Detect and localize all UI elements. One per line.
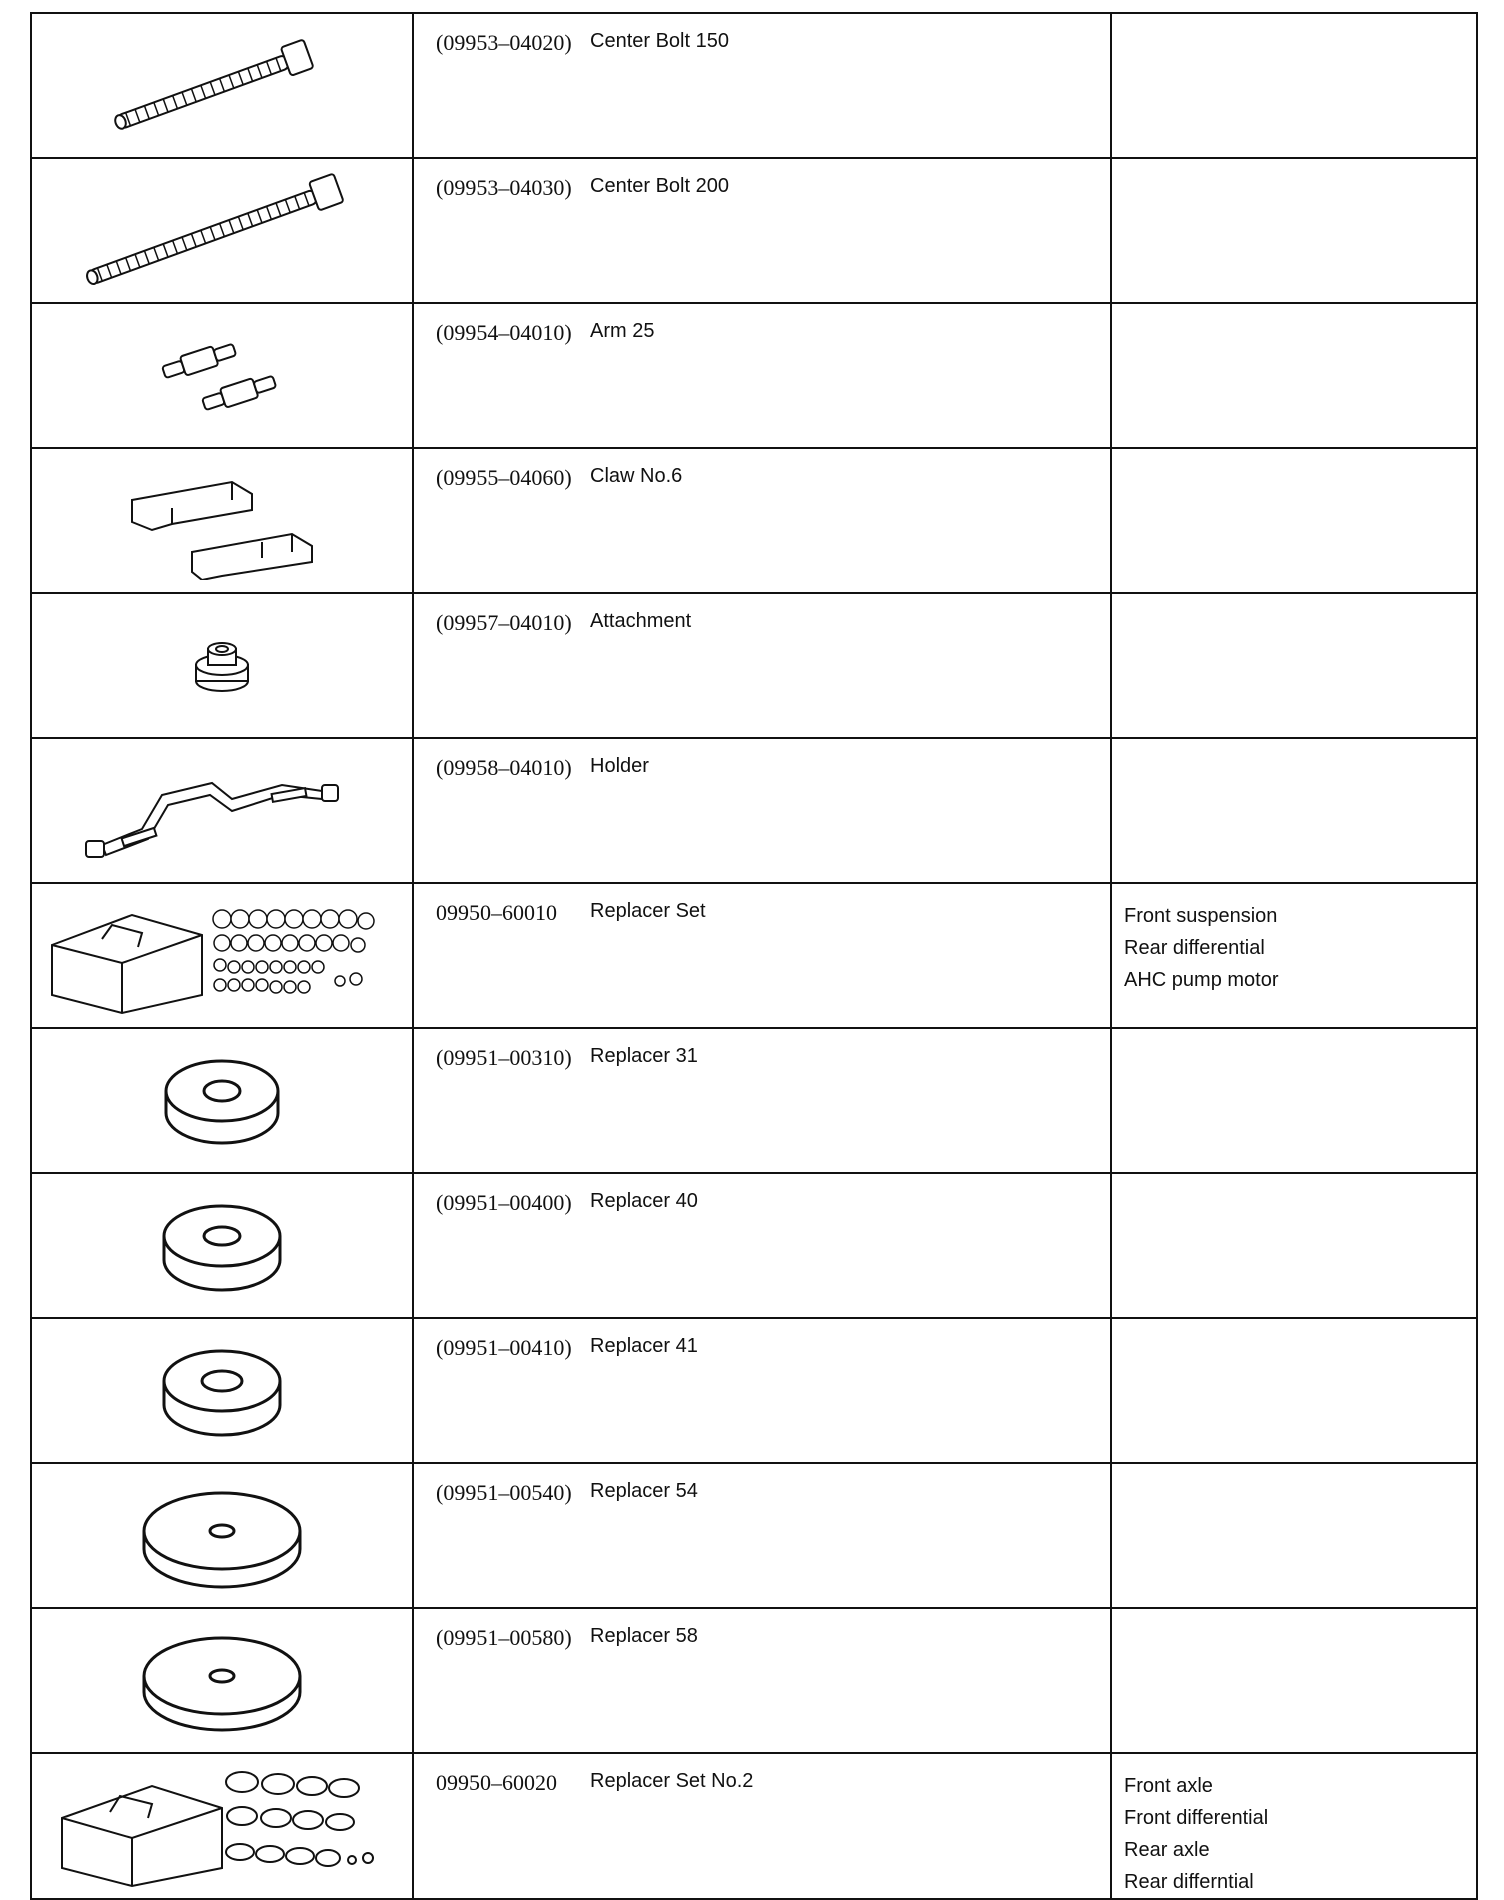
tool-illustration-cell [31,593,413,738]
part-number: (09951–00580) [436,1625,572,1650]
part-name: Attachment [590,610,692,632]
tool-description-cell [413,1753,1111,1899]
table-row [31,1028,1477,1173]
application-note: Front differential [1124,1807,1269,1829]
part-name: Holder [590,755,649,777]
part-name: Replacer 58 [590,1625,698,1647]
tool-notes-cell [1111,883,1477,1028]
application-note: Rear differntial [1124,1871,1254,1893]
tool-illustration-cell [31,1608,413,1753]
replacer-disc-icon [132,1475,312,1595]
table-row [31,1608,1477,1753]
part-name: Center Bolt 150 [590,30,729,52]
center-bolt-icon [62,170,382,290]
holder-icon [82,755,362,865]
tool-notes-cell [1111,448,1477,593]
tool-notes-cell [1111,1463,1477,1608]
part-number: (09951–00400) [436,1190,572,1215]
tool-illustration-cell [31,1753,413,1899]
tool-illustration-cell [31,1028,413,1173]
tool-description-cell [413,593,1111,738]
part-number: (09953–04030) [436,175,572,200]
table-row [31,1173,1477,1318]
tool-description-cell [413,1463,1111,1608]
replacer-ring-icon [152,1045,292,1155]
application-note: Front axle [1124,1775,1213,1797]
tool-illustration-cell [31,158,413,303]
claw-icon [112,460,332,580]
replacer-disc-icon [132,1620,312,1740]
tool-notes-cell [1111,738,1477,883]
tool-notes-cell [1111,593,1477,738]
tool-description-cell [413,738,1111,883]
part-number: (09953–04020) [436,30,572,55]
tool-notes-cell [1111,1028,1477,1173]
application-note: Front suspension [1124,905,1278,927]
part-number: (09951–00540) [436,1480,572,1505]
tool-illustration-cell [31,1318,413,1463]
table-row [31,1463,1477,1608]
part-number: (09955–04060) [436,465,572,490]
tool-notes-cell [1111,303,1477,448]
tool-description-cell [413,1028,1111,1173]
tool-notes-cell [1111,13,1477,158]
application-note: Rear axle [1124,1839,1210,1861]
tool-notes-cell [1111,158,1477,303]
special-service-tools-table [30,12,1478,1900]
part-number: 09950–60020 [436,1770,557,1795]
tool-illustration-cell [31,1173,413,1318]
part-name: Replacer 31 [590,1045,698,1067]
arm-icon [152,330,292,420]
center-bolt-icon [92,30,352,140]
tool-description-cell [413,883,1111,1028]
tool-description-cell [413,1173,1111,1318]
table-row [31,738,1477,883]
tool-notes-cell [1111,1318,1477,1463]
part-name: Center Bolt 200 [590,175,729,197]
part-name: Replacer 40 [590,1190,698,1212]
part-name: Arm 25 [590,320,655,342]
part-name: Replacer Set [590,900,706,922]
table-row [31,1753,1477,1899]
tool-illustration-cell [31,883,413,1028]
tool-description-cell [413,13,1111,158]
tool-illustration-cell [31,1463,413,1608]
application-note: AHC pump motor [1124,969,1279,991]
table-row [31,303,1477,448]
tool-description-cell [413,303,1111,448]
tool-description-cell [413,158,1111,303]
table-row [31,883,1477,1028]
tool-illustration-cell [31,738,413,883]
tool-illustration-cell [31,448,413,593]
table-row [31,13,1477,158]
tool-notes-cell [1111,1753,1477,1899]
part-name: Replacer 41 [590,1335,698,1357]
part-name: Replacer Set No.2 [590,1770,754,1792]
table-row [31,448,1477,593]
replacer-set-no2-case-icon [52,1762,392,1888]
tool-description-cell [413,1608,1111,1753]
attachment-icon [182,625,262,705]
part-number: (09958–04010) [436,755,572,780]
table-row [31,158,1477,303]
tool-notes-cell [1111,1608,1477,1753]
tool-illustration-cell [31,13,413,158]
table-row [31,593,1477,738]
table-row [31,1318,1477,1463]
part-number: (09954–04010) [436,320,572,345]
tool-notes-cell [1111,1173,1477,1318]
replacer-ring-icon [152,1190,292,1300]
part-name: Replacer 54 [590,1480,698,1502]
part-number: 09950–60010 [436,900,557,925]
part-number: (09951–00310) [436,1045,572,1070]
replacer-set-case-icon [42,895,402,1015]
part-number: (09951–00410) [436,1335,572,1360]
part-name: Claw No.6 [590,465,683,487]
tool-illustration-cell [31,303,413,448]
tool-description-cell [413,1318,1111,1463]
replacer-ring-icon [152,1335,292,1445]
tool-description-cell [413,448,1111,593]
part-number: (09957–04010) [436,610,572,635]
application-note: Rear differential [1124,937,1265,959]
